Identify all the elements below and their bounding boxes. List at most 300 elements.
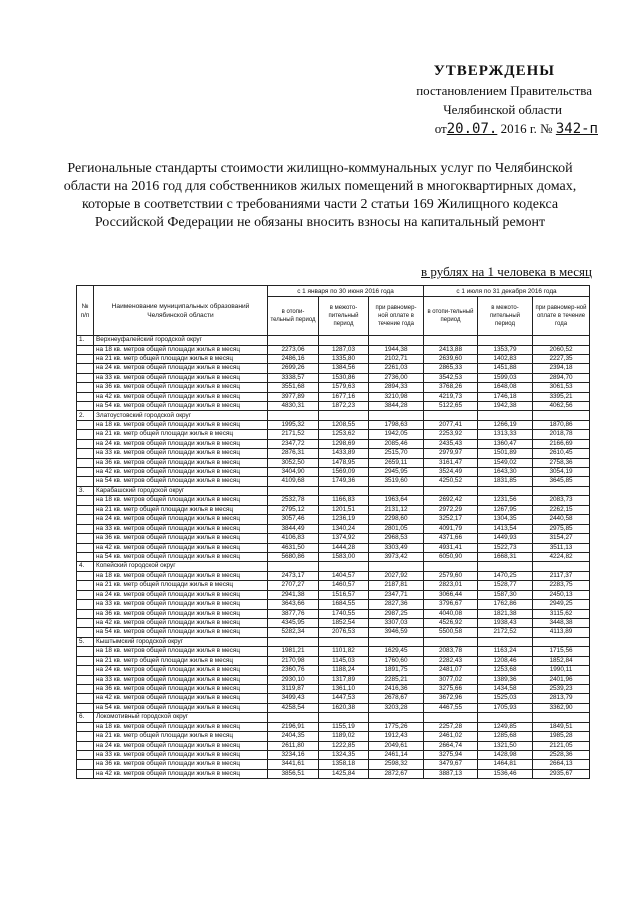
empty-cell [77, 430, 94, 439]
row-label: на 42 кв. метров общей площади жилья в месяц [94, 543, 268, 552]
value-cell: 2282,43 [424, 656, 478, 665]
section-name: Локомотивный городской округ [94, 713, 268, 723]
value-cell: 2083,78 [424, 647, 478, 656]
table-row [77, 703, 590, 712]
value-cell: 2827,36 [369, 600, 424, 609]
table-row [77, 618, 590, 627]
section-number: 5. [77, 637, 94, 647]
value-cell: 1304,35 [478, 515, 533, 524]
section-name: Златоустовский городской округ [94, 411, 268, 421]
value-cell: 1384,56 [319, 364, 369, 373]
value-cell: 3672,96 [424, 694, 478, 703]
value-cell: 1478,95 [319, 458, 369, 467]
value-cell: 1668,31 [478, 552, 533, 561]
row-label: на 54 кв. метров общей площади жилья в месяц [94, 628, 268, 637]
section-name: Верхнеуфалейский городской округ [94, 336, 268, 346]
value-cell: 2707,27 [268, 581, 319, 590]
empty-cell [424, 411, 478, 421]
document-title: Региональные стандарты стоимости жилищно-коммунальных услуг по Челябинской области на 2016 год для собственников жилых помещений в многоквартирных домах, которые в соответствии с требованиями части 2 статьи 169 Жилищного кодекса Российской Федерации не обязаны вносить взносы на капитальный ремонт [63, 161, 577, 230]
value-cell: 2481,07 [424, 666, 478, 675]
empty-cell [478, 411, 533, 421]
value-cell: 2678,67 [369, 694, 424, 703]
value-cell: 3844,28 [369, 402, 424, 411]
value-cell: 3210,98 [369, 392, 424, 401]
empty-cell [268, 411, 319, 421]
value-cell: 1995,32 [268, 421, 319, 430]
section-name: Копейский городской округ [94, 562, 268, 572]
value-cell: 3119,87 [268, 684, 319, 693]
value-cell: 1522,73 [478, 543, 533, 552]
value-cell: 5680,86 [268, 552, 319, 561]
empty-cell [369, 562, 424, 572]
approval-title: УТВЕРЖДЕНЫ [433, 63, 555, 79]
header-col-heating-1: в отопи-тельный период [268, 297, 319, 336]
header-col-between-2: в межото-пительный период [478, 297, 533, 336]
value-cell: 5500,58 [424, 628, 478, 637]
value-cell: 1324,35 [319, 751, 369, 760]
table-row [77, 496, 590, 505]
row-label: на 24 кв. метров общей площади жилья в месяц [94, 439, 268, 448]
value-cell: 1374,92 [319, 534, 369, 543]
value-cell: 2435,43 [424, 439, 478, 448]
value-cell: 3768,26 [424, 383, 478, 392]
value-cell: 2935,67 [533, 769, 590, 778]
row-label: на 33 кв. метров общей площади жилья в месяц [94, 751, 268, 760]
value-cell: 3511,13 [533, 543, 590, 552]
value-cell: 3499,43 [268, 694, 319, 703]
value-cell: 3643,66 [268, 600, 319, 609]
value-cell: 3275,66 [424, 684, 478, 693]
value-cell: 1201,51 [319, 505, 369, 514]
table-row [77, 609, 590, 618]
value-cell: 2257,28 [424, 722, 478, 731]
empty-cell [268, 336, 319, 346]
standards-table [76, 285, 590, 779]
value-cell: 3551,68 [268, 383, 319, 392]
value-cell: 3645,85 [533, 477, 590, 486]
row-label: на 36 кв. метров общей площади жилья в месяц [94, 684, 268, 693]
value-cell: 3404,90 [268, 468, 319, 477]
table-row [77, 647, 590, 656]
value-cell: 2639,60 [424, 355, 478, 364]
row-label: на 21 кв. метр общей площади жилья в месяц [94, 505, 268, 514]
empty-cell [77, 741, 94, 750]
value-cell: 2941,38 [268, 590, 319, 599]
value-cell: 2532,78 [268, 496, 319, 505]
value-cell: 2610,45 [533, 449, 590, 458]
value-cell: 1891,75 [369, 666, 424, 675]
value-cell: 1317,89 [319, 675, 369, 684]
value-cell: 3856,51 [268, 769, 319, 778]
value-cell: 2416,36 [369, 684, 424, 693]
value-cell: 1163,24 [478, 647, 533, 656]
value-cell: 1942,05 [369, 430, 424, 439]
value-cell: 2823,01 [424, 581, 478, 590]
value-cell: 2298,60 [369, 515, 424, 524]
value-cell: 1530,86 [319, 373, 369, 382]
value-cell: 1870,86 [533, 421, 590, 430]
table-row [77, 722, 590, 731]
value-cell: 1705,93 [478, 703, 533, 712]
empty-cell [319, 336, 369, 346]
value-cell: 2949,25 [533, 600, 590, 609]
header-col-heating-2: в отопи-тельный период [424, 297, 478, 336]
value-cell: 1501,89 [478, 449, 533, 458]
section-number: 4. [77, 562, 94, 572]
value-cell: 2795,12 [268, 505, 319, 514]
value-cell: 2758,36 [533, 458, 590, 467]
value-cell: 2404,35 [268, 732, 319, 741]
approval-date: 20.07. [446, 121, 498, 137]
value-cell: 2170,98 [268, 656, 319, 665]
value-cell: 1648,08 [478, 383, 533, 392]
value-cell: 4113,89 [533, 628, 590, 637]
value-cell: 1189,02 [319, 732, 369, 741]
section-row [77, 637, 590, 647]
table-row [77, 458, 590, 467]
empty-cell [533, 411, 590, 421]
empty-cell [268, 486, 319, 496]
value-cell: 1360,47 [478, 439, 533, 448]
value-cell: 2894,33 [369, 383, 424, 392]
approval-line2: Челябинской области [443, 102, 562, 117]
empty-cell [77, 392, 94, 401]
value-cell: 2077,41 [424, 421, 478, 430]
row-label: на 42 кв. метров общей площади жилья в месяц [94, 694, 268, 703]
table-row [77, 751, 590, 760]
empty-cell [268, 637, 319, 647]
value-cell: 4062,56 [533, 402, 590, 411]
empty-cell [77, 458, 94, 467]
value-cell: 1444,28 [319, 543, 369, 552]
empty-cell [77, 515, 94, 524]
value-cell: 1447,53 [319, 694, 369, 703]
empty-cell [77, 402, 94, 411]
value-cell: 2394,18 [533, 364, 590, 373]
value-cell: 1404,57 [319, 571, 369, 580]
row-label: на 18 кв. метров общей площади жилья в месяц [94, 496, 268, 505]
empty-cell [77, 449, 94, 458]
table-row [77, 505, 590, 514]
row-label: на 36 кв. метров общей площади жилья в месяц [94, 534, 268, 543]
value-cell: 3844,49 [268, 524, 319, 533]
value-cell: 4830,31 [268, 402, 319, 411]
empty-cell [77, 552, 94, 561]
value-cell: 1587,30 [478, 590, 533, 599]
value-cell: 2930,10 [268, 675, 319, 684]
value-cell: 2060,52 [533, 345, 590, 354]
value-cell: 2865,33 [424, 364, 478, 373]
value-cell: 1852,54 [319, 618, 369, 627]
value-cell: 1428,98 [478, 751, 533, 760]
empty-cell [77, 694, 94, 703]
value-cell: 1549,02 [478, 458, 533, 467]
value-cell: 1569,09 [319, 468, 369, 477]
empty-cell [533, 713, 590, 723]
value-cell: 2117,37 [533, 571, 590, 580]
value-cell: 1620,38 [319, 703, 369, 712]
empty-cell [77, 628, 94, 637]
value-cell: 1536,46 [478, 769, 533, 778]
value-cell: 2121,05 [533, 741, 590, 750]
empty-cell [77, 760, 94, 769]
approval-date-prefix: от [434, 121, 447, 136]
approval-date-line [340, 119, 610, 139]
value-cell: 1222,85 [319, 741, 369, 750]
table-row [77, 383, 590, 392]
value-cell: 1460,57 [319, 581, 369, 590]
value-cell: 2461,14 [369, 751, 424, 760]
section-row [77, 486, 590, 496]
value-cell: 1434,58 [478, 684, 533, 693]
value-cell: 1749,36 [319, 477, 369, 486]
empty-cell [319, 713, 369, 723]
value-cell: 1942,38 [478, 402, 533, 411]
value-cell: 4371,66 [424, 534, 478, 543]
row-label: на 33 кв. метров общей площади жилья в месяц [94, 373, 268, 382]
value-cell: 3115,62 [533, 609, 590, 618]
value-cell: 3524,49 [424, 468, 478, 477]
value-cell: 3977,89 [268, 392, 319, 401]
table-row [77, 468, 590, 477]
row-label: на 21 кв. метр общей площади жилья в месяц [94, 430, 268, 439]
table-row [77, 430, 590, 439]
row-label: на 21 кв. метр общей площади жилья в месяц [94, 732, 268, 741]
value-cell: 1249,85 [478, 722, 533, 731]
row-label: на 33 кв. метров общей площади жилья в месяц [94, 675, 268, 684]
empty-cell [77, 647, 94, 656]
value-cell: 2049,61 [369, 741, 424, 750]
value-cell: 1298,69 [319, 439, 369, 448]
value-cell: 1253,62 [319, 430, 369, 439]
empty-cell [369, 713, 424, 723]
row-label: на 18 кв. метров общей площади жилья в месяц [94, 571, 268, 580]
value-cell: 3441,61 [268, 760, 319, 769]
table-row [77, 666, 590, 675]
empty-cell [77, 703, 94, 712]
value-cell: 1266,19 [478, 421, 533, 430]
empty-cell [77, 364, 94, 373]
value-cell: 1155,19 [319, 722, 369, 731]
empty-cell [533, 336, 590, 346]
value-cell: 1821,38 [478, 609, 533, 618]
row-label: на 42 кв. метров общей площади жилья в месяц [94, 392, 268, 401]
empty-cell [77, 732, 94, 741]
value-cell: 1740,55 [319, 609, 369, 618]
empty-cell [77, 722, 94, 731]
section-row [77, 713, 590, 723]
empty-cell [319, 486, 369, 496]
empty-cell [77, 355, 94, 364]
row-label: на 24 кв. метров общей площади жилья в месяц [94, 364, 268, 373]
header-name: Наименование муниципальных образований Челябинской области [94, 286, 268, 336]
value-cell: 2528,36 [533, 751, 590, 760]
row-label: на 36 кв. метров общей площади жилья в месяц [94, 383, 268, 392]
value-cell: 2102,71 [369, 355, 424, 364]
value-cell: 1470,25 [478, 571, 533, 580]
value-cell: 1872,23 [319, 402, 369, 411]
empty-cell [77, 543, 94, 552]
value-cell: 1677,16 [319, 392, 369, 401]
value-cell: 2659,11 [369, 458, 424, 467]
table-row [77, 515, 590, 524]
empty-cell [424, 637, 478, 647]
empty-cell [424, 486, 478, 496]
value-cell: 1208,55 [319, 421, 369, 430]
value-cell: 3887,13 [424, 769, 478, 778]
value-cell: 3796,67 [424, 600, 478, 609]
row-label: на 54 кв. метров общей площади жилья в месяц [94, 703, 268, 712]
empty-cell [478, 336, 533, 346]
value-cell: 1340,24 [319, 524, 369, 533]
value-cell: 4219,73 [424, 392, 478, 401]
value-cell: 5282,34 [268, 628, 319, 637]
value-cell: 1101,82 [319, 647, 369, 656]
row-label: на 42 кв. метров общей площади жилья в месяц [94, 769, 268, 778]
empty-cell [77, 769, 94, 778]
empty-cell [77, 421, 94, 430]
empty-cell [478, 486, 533, 496]
table-row [77, 741, 590, 750]
value-cell: 4631,50 [268, 543, 319, 552]
approval-number: 342-п [555, 121, 598, 137]
value-cell: 1981,21 [268, 647, 319, 656]
empty-cell [77, 477, 94, 486]
value-cell: 2076,53 [319, 628, 369, 637]
row-label: на 54 кв. метров общей площади жилья в месяц [94, 552, 268, 561]
table-row [77, 675, 590, 684]
value-cell: 3973,42 [369, 552, 424, 561]
value-cell: 2347,72 [268, 439, 319, 448]
value-cell: 2187,81 [369, 581, 424, 590]
value-cell: 4258,54 [268, 703, 319, 712]
value-cell: 2401,96 [533, 675, 590, 684]
empty-cell [77, 609, 94, 618]
value-cell: 1321,50 [478, 741, 533, 750]
empty-cell [77, 590, 94, 599]
value-cell: 1985,28 [533, 732, 590, 741]
value-cell: 3061,53 [533, 383, 590, 392]
table-row [77, 402, 590, 411]
empty-cell [77, 600, 94, 609]
empty-cell [478, 713, 533, 723]
value-cell: 2440,58 [533, 515, 590, 524]
row-label: на 24 кв. метров общей площади жилья в месяц [94, 666, 268, 675]
approval-year: 2016 г. № [500, 121, 553, 136]
value-cell: 1253,68 [478, 666, 533, 675]
row-label: на 24 кв. метров общей площади жилья в месяц [94, 590, 268, 599]
value-cell: 3054,19 [533, 468, 590, 477]
value-cell: 1353,79 [478, 345, 533, 354]
value-cell: 4467,55 [424, 703, 478, 712]
empty-cell [319, 562, 369, 572]
value-cell: 2515,70 [369, 449, 424, 458]
empty-cell [533, 562, 590, 572]
table-row [77, 439, 590, 448]
value-cell: 2979,97 [424, 449, 478, 458]
value-cell: 3066,44 [424, 590, 478, 599]
value-cell: 1236,19 [319, 515, 369, 524]
empty-cell [77, 505, 94, 514]
empty-cell [424, 713, 478, 723]
row-label: на 33 кв. метров общей площади жилья в месяц [94, 600, 268, 609]
value-cell: 3057,46 [268, 515, 319, 524]
value-cell: 3077,02 [424, 675, 478, 684]
section-row [77, 336, 590, 346]
empty-cell [424, 562, 478, 572]
table-row [77, 345, 590, 354]
value-cell: 4250,52 [424, 477, 478, 486]
value-cell: 1188,24 [319, 666, 369, 675]
value-cell: 2968,53 [369, 534, 424, 543]
value-cell: 5122,65 [424, 402, 478, 411]
table-row [77, 477, 590, 486]
table-row [77, 600, 590, 609]
row-label: на 54 кв. метров общей площади жилья в месяц [94, 402, 268, 411]
value-cell: 2283,75 [533, 581, 590, 590]
value-cell: 2736,00 [369, 373, 424, 382]
value-cell: 2486,16 [268, 355, 319, 364]
table-row [77, 694, 590, 703]
value-cell: 2611,80 [268, 741, 319, 750]
value-cell: 2598,32 [369, 760, 424, 769]
value-cell: 2876,31 [268, 449, 319, 458]
value-cell: 2413,88 [424, 345, 478, 354]
value-cell: 1413,54 [478, 524, 533, 533]
value-cell: 3362,90 [533, 703, 590, 712]
value-cell: 4526,92 [424, 618, 478, 627]
empty-cell [77, 684, 94, 693]
value-cell: 2018,78 [533, 430, 590, 439]
header-col-even-2: при равномер-ной оплате в течение года [533, 297, 590, 336]
value-cell: 3519,60 [369, 477, 424, 486]
table-row [77, 543, 590, 552]
value-cell: 6050,90 [424, 552, 478, 561]
row-label: на 36 кв. метров общей площади жилья в месяц [94, 609, 268, 618]
value-cell: 2131,12 [369, 505, 424, 514]
empty-cell [77, 345, 94, 354]
value-cell: 4224,82 [533, 552, 590, 561]
value-cell: 3542,53 [424, 373, 478, 382]
value-cell: 4109,68 [268, 477, 319, 486]
empty-cell [77, 656, 94, 665]
section-name: Карабашский городской округ [94, 486, 268, 496]
value-cell: 2579,60 [424, 571, 478, 580]
value-cell: 2461,02 [424, 732, 478, 741]
value-cell: 2261,03 [369, 364, 424, 373]
empty-cell [77, 618, 94, 627]
value-cell: 2227,35 [533, 355, 590, 364]
value-cell: 2083,73 [533, 496, 590, 505]
value-cell: 2262,15 [533, 505, 590, 514]
empty-cell [77, 675, 94, 684]
section-number: 6. [77, 713, 94, 723]
row-label: на 36 кв. метров общей площади жилья в месяц [94, 458, 268, 467]
row-label: на 18 кв. метров общей площади жилья в месяц [94, 345, 268, 354]
empty-cell [77, 534, 94, 543]
value-cell: 1525,03 [478, 694, 533, 703]
table-row [77, 524, 590, 533]
table-row [77, 769, 590, 778]
value-cell: 3877,76 [268, 609, 319, 618]
row-label: на 54 кв. метров общей площади жилья в месяц [94, 477, 268, 486]
header-col-even-1: при равномер-ной оплате в течение года [369, 297, 424, 336]
value-cell: 1361,10 [319, 684, 369, 693]
table-row [77, 732, 590, 741]
row-label: на 42 кв. метров общей площади жилья в месяц [94, 618, 268, 627]
value-cell: 1831,85 [478, 477, 533, 486]
value-cell: 1775,26 [369, 722, 424, 731]
